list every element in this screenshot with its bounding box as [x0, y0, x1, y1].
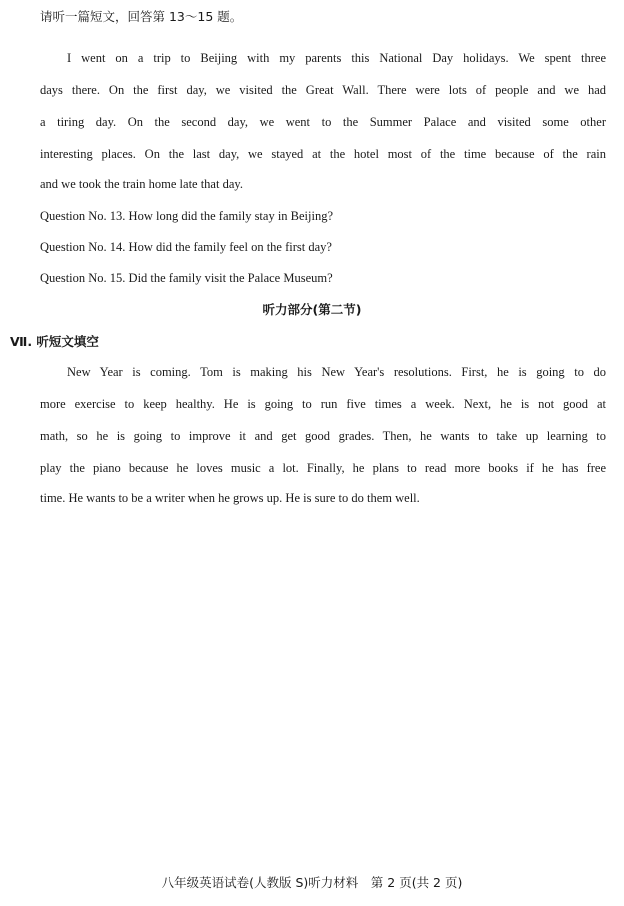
question-15: Question No. 15. Did the family visit the Palace Museum?	[40, 271, 333, 285]
passage2-line: more exercise to keep healthy. He is going to run five times a week. Next, he is not good at	[40, 397, 606, 411]
section-title: 听力部分(第二节)	[262, 302, 362, 317]
part-heading: Ⅶ. 听短文填空	[10, 334, 99, 349]
passage2-line: New Year is coming. Tom is making his New Year's resolutions. First, he is going to do	[67, 365, 606, 379]
question-14: Question No. 14. How did the family feel on the first day?	[40, 240, 332, 254]
page-footer: 八年级英语试卷(人教版 S)听力材料 第 2 页(共 2 页)	[161, 875, 463, 890]
passage1-line: interesting places. On the last day, we stayed at the hotel most of the time because of the rain	[40, 147, 606, 161]
passage2-line: time. He wants to be a writer when he grows up. He is sure to do them well.	[40, 491, 420, 505]
passage1-line: and we took the train home late that day.	[40, 177, 243, 191]
instruction-text: 请听一篇短文，回答第 13～15 题。	[40, 9, 243, 24]
passage1-line: I went on a trip to Beijing with my parents this National Day holidays. We spent three	[67, 51, 606, 65]
question-13: Question No. 13. How long did the family stay in Beijing?	[40, 209, 334, 223]
passage2-line: math, so he is going to improve it and get good grades. Then, he wants to take up learning to	[40, 429, 606, 443]
passage1-line: a tiring day. On the second day, we went to the Summer Palace and visited some other	[40, 115, 606, 129]
passage1-line: days there. On the first day, we visited the Great Wall. There were lots of people and we had	[40, 83, 606, 97]
passage2-line: play the piano because he loves music a lot. Finally, he plans to read more books if he has free	[40, 461, 606, 475]
